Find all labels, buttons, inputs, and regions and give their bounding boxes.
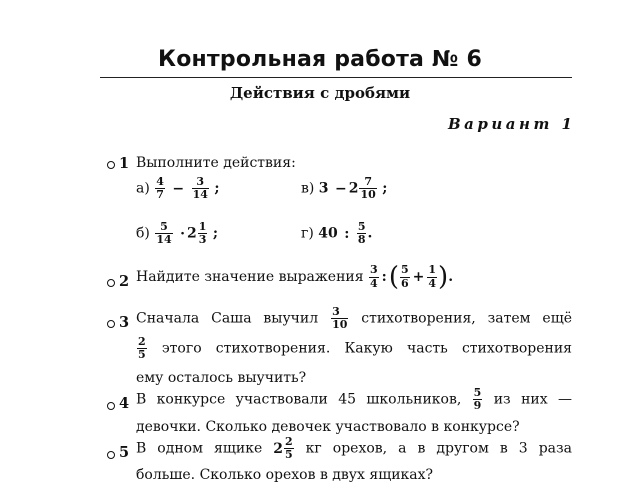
fraction: $\frac{5}{8}$ — [357, 220, 366, 247]
task-3-line-1: Сначала Саша выучил $\frac{3}{10}$ стихотворения, затем ещё — [136, 305, 573, 332]
task-1-prompt: Выполните действия: — [136, 155, 296, 171]
task-1g-label: г) — [301, 225, 314, 242]
fraction: $\frac{4}{7}$ — [156, 175, 164, 202]
task-5-line-1: В одном ящике 2 $\frac{2}{5}$ кг орехов, а в другом в 3 раза — [136, 435, 572, 462]
task-1g: г) 40 : $\frac{5}{8}$ . — [301, 220, 373, 247]
fraction: $\frac{5}{9}$ — [473, 386, 482, 413]
task-3-number: 3 — [119, 314, 130, 331]
task-2-text: Найдите значение выражения $\frac{3}{4}$ :( $\frac{5}{6}$ + $\frac{1}{4}$ ). — [136, 262, 454, 292]
task-1v-label: в) — [301, 180, 315, 197]
task-1a: а) $\frac{4}{7}$ − $\frac{3}{14}$ ; — [136, 175, 220, 202]
task-1b-label: б) — [136, 225, 150, 242]
task-5-number: 5 — [119, 444, 130, 461]
task-1a-label: а) — [136, 180, 150, 197]
task-2-bullet — [107, 279, 115, 287]
task-1v: в) 3 − 2 $\frac{7}{10}$ ; — [301, 175, 388, 202]
fraction: $\frac{1}{3}$ — [198, 220, 207, 247]
task-1-number: 1 — [119, 155, 130, 172]
fraction: $\frac{7}{10}$ — [360, 175, 376, 202]
task-4-line-1: В конкурсе участвовали 45 школьников, $\frac{5}{9}$ из них — — [136, 386, 573, 413]
task-4-number: 4 — [119, 395, 130, 412]
task-2-number: 2 — [119, 273, 130, 290]
task-1b: б) $\frac{5}{14}$ · 2 $\frac{1}{3}$ ; — [136, 220, 219, 247]
task-1-bullet — [107, 161, 115, 169]
task-2-prompt: Найдите значение выражения — [136, 269, 364, 285]
task-4-bullet — [107, 402, 115, 410]
fraction: $\frac{3}{4}$ — [370, 263, 378, 290]
task-4-line-2: девочки. Сколько девочек участвовало в конкурсе? — [136, 419, 520, 435]
task-3-line-3: ему осталось выучить? — [136, 370, 307, 386]
fraction: $\frac{5}{14}$ — [156, 220, 172, 247]
fraction: $\frac{2}{5}$ — [138, 335, 146, 362]
fraction: $\frac{5}{6}$ — [401, 263, 409, 290]
task-5-line-2: больше. Сколько орехов в двух ящиках? — [136, 467, 434, 483]
task-3-bullet — [107, 320, 115, 328]
task-5-bullet — [107, 451, 115, 459]
page-title: Контрольная работа № 6 — [158, 47, 482, 72]
page-subtitle: Действия с дробями — [229, 84, 411, 102]
variant-label: Вариант 1 — [448, 115, 576, 133]
fraction: $\frac{2}{5}$ — [285, 435, 293, 462]
fraction: $\frac{3}{14}$ — [192, 175, 208, 202]
task-3-line-2: $\frac{2}{5}$ этого стихотворения. Какую часть стихотворения — [138, 335, 573, 362]
title-divider — [100, 77, 572, 78]
fraction: $\frac{3}{10}$ — [332, 305, 348, 332]
fraction: $\frac{1}{4}$ — [428, 263, 437, 290]
